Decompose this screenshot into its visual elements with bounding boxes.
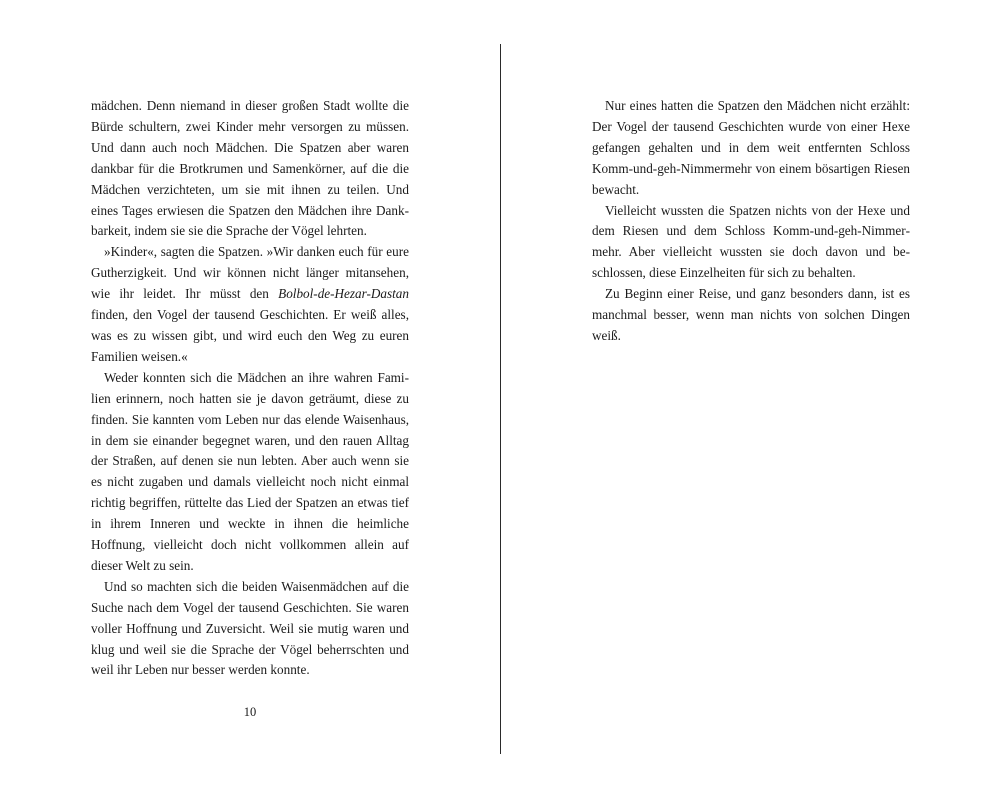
italic-text: Bolbol-de-Hezar-Dastan	[278, 286, 409, 302]
page-number: 10	[243, 705, 257, 719]
text-run: Weder konnten sich die Mädchen an ihre wahren Familien erinnern, noch hatten sie je davon geträumt, diese zu finden. Sie kannten vom Leben nur das elende Waisenhaus, in dem sie einander begegnet waren, und den rauen Alltag der Straßen, auf denen sie nun lebten. Aber auch wenn sie es nicht zugaben und damals vielleicht noch nicht einmal richtig begriffen, rüttelte das Lied der Spatzen an etwas tief in ihrem Inneren und weckte in ihnen die heimliche Hoffnung, vielleicht doch nicht vollkommen allein auf dieser Welt zu sein.	[91, 369, 409, 573]
text-run: »Kinder«, sagten die Spatzen. »Wir danken euch für eure Gutherzigkeit. Und wir können nicht länger mitansehen, wie ihr leidet. Ihr müsst den	[91, 244, 409, 302]
text-run: mädchen. Denn niemand in dieser großen Stadt wollte die Bürde schultern, zwei Kinder mehr versorgen zu müssen. Und dann auch noch Mädchen. Die Spatzen aber waren dankbar für die Brotkrumen und Samenkörner, auf die die Mädchen verzichteten, um sie mit ihnen zu teilen. Und eines Tages erwiesen die Spatzen den Mädchen ihre Dankbarkeit, indem sie sie die Sprache der Vögel lehrten.	[91, 98, 409, 239]
paragraph	[91, 577, 409, 682]
text-run: Nur eines hatten die Spatzen den Mädchen nicht erzählt: Der Vogel der tausend Geschichten wurde von einer Hexe gefangen gehalten und in dem weit entfernten Schloss Komm-und-geh-Nimmermehr von einem bösartigen Riesen bewacht.	[592, 98, 910, 197]
paragraph	[91, 96, 409, 242]
paragraph	[592, 284, 910, 347]
paragraph	[91, 242, 409, 367]
text-run: Und so machten sich die beiden Waisenmädchen auf die Suche nach dem Vogel der tausend Geschichten. Sie waren voller Hoffnung und Zuversicht. Weil sie mutig waren und klug und weil sie die Sprache der Vögel beherrschten und weil ihr Leben nur besser werden konnte.	[91, 578, 409, 678]
paragraph	[592, 96, 910, 201]
text-run: Zu Beginn einer Reise, und ganz besonders dann, ist es manchmal besser, wenn man nichts von solchen Dingen weiß.	[592, 286, 910, 343]
paragraph	[592, 201, 910, 285]
left-page-text	[91, 96, 409, 681]
paragraph	[91, 368, 409, 577]
right-page-text	[592, 96, 910, 347]
text-run: Vielleicht wussten die Spatzen nichts von der Hexe und dem Riesen und dem Schloss Komm-und-geh-Nimmermehr. Aber vielleicht wussten sie doch davon und beschlossen, diese Einzelheiten für sich zu behalten.	[592, 202, 910, 281]
right-page	[501, 0, 1000, 800]
text-run: finden, den Vogel der tausend Geschichten. Er weiß alles, was es zu wissen gibt, und wird euch den Weg zu euren Familien weisen.«	[91, 307, 409, 364]
